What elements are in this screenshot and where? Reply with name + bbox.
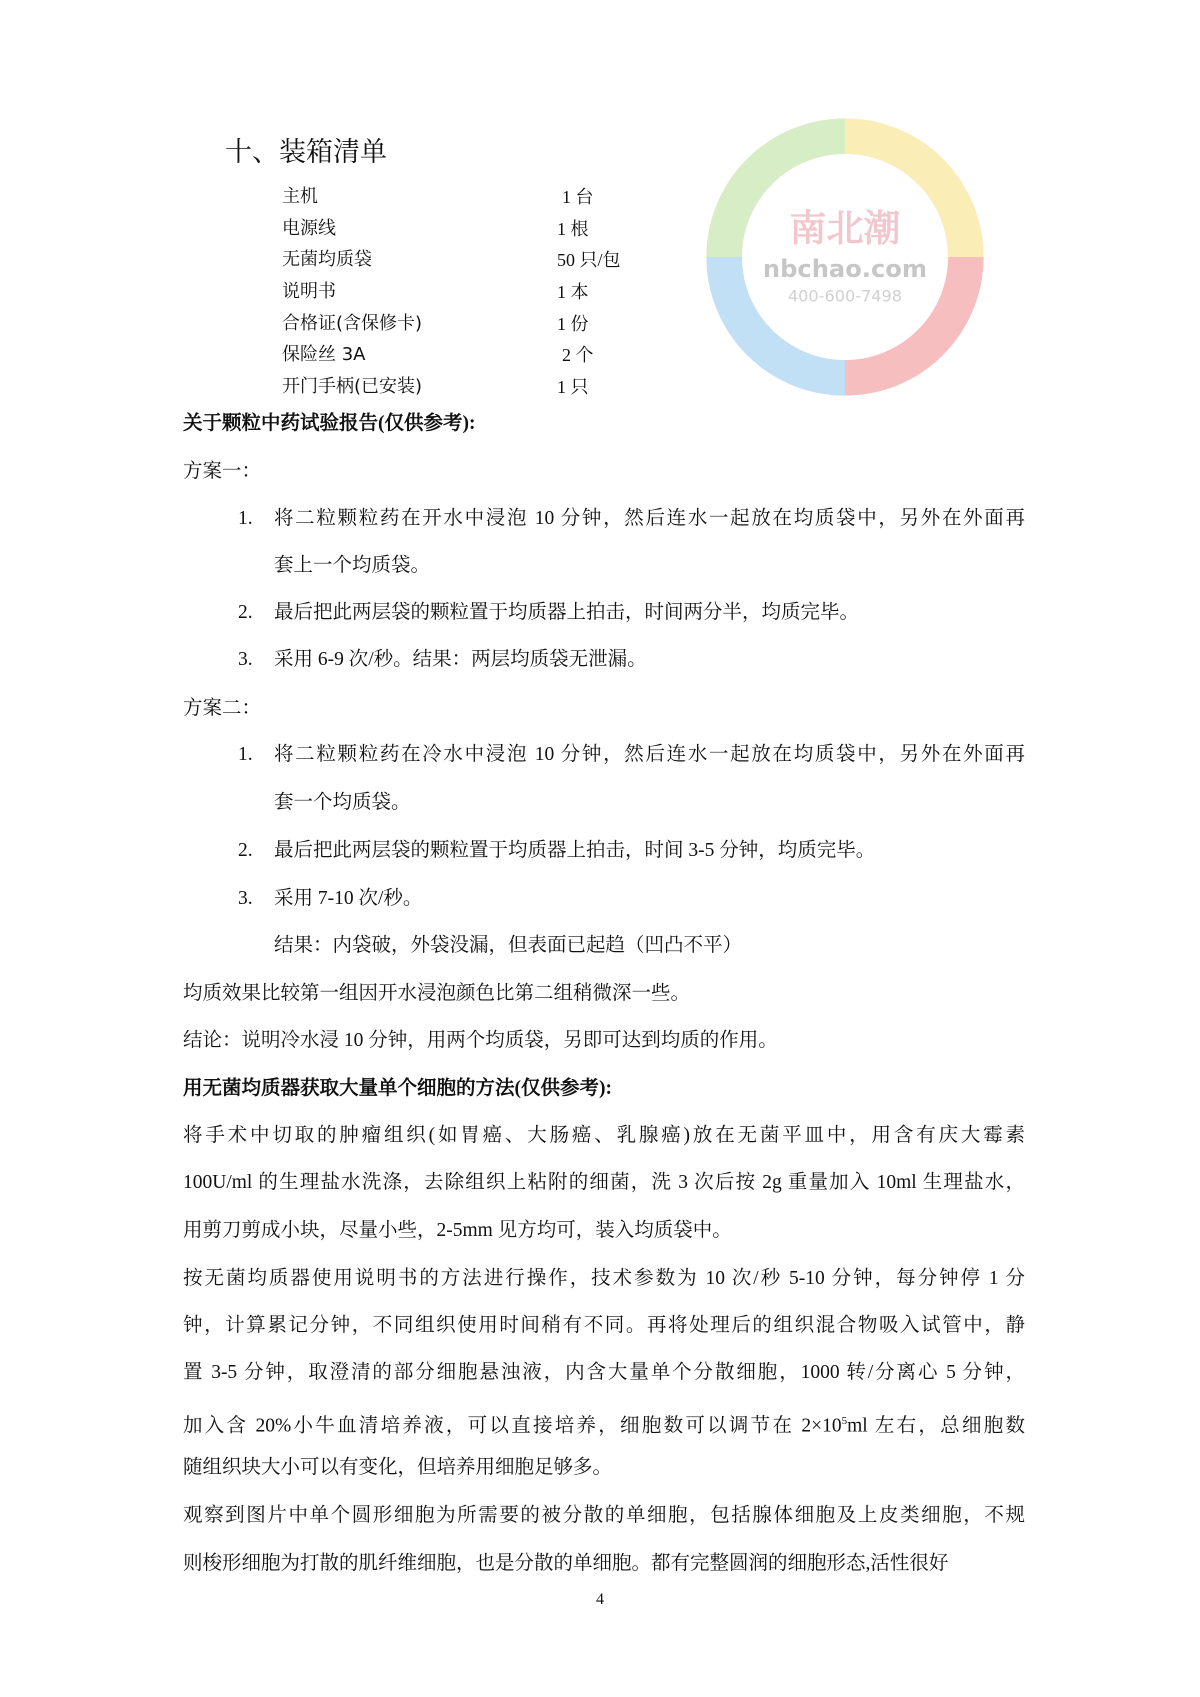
packing-item-qty: 1 只 bbox=[557, 377, 589, 397]
step-text: 将二粒颗粒药在开水中浸泡 10 分钟，然后连水一起放在均质袋中，另外在外面再 bbox=[274, 508, 1025, 529]
paragraph-line: 观察到图片中单个圆形细胞为所需要的被分散的单细胞，包括腺体细胞及上皮类细胞，不规 bbox=[183, 1505, 1025, 1526]
packing-item-name: 无菌均质袋 bbox=[282, 249, 372, 270]
plan2-result: 结果：内袋破，外袋没漏，但表面已起趋（凹凸不平） bbox=[274, 935, 743, 956]
paragraph-line: 将手术中切取的肿瘤组织(如胃癌、大肠癌、乳腺癌)放在无菌平皿中，用含有庆大霉素 bbox=[183, 1125, 1025, 1146]
packing-item-name: 主机 bbox=[282, 186, 318, 207]
packing-item-qty: 1 份 bbox=[557, 314, 589, 334]
step-number: 1. bbox=[238, 508, 253, 529]
superscript: 5 bbox=[841, 1415, 848, 1427]
step-text: 套一个均质袋。 bbox=[274, 792, 411, 813]
paragraph-line: 按无菌均质器使用说明书的方法进行操作，技术参数为 10 次/秒 5-10 分钟，每分钟停 1 分 bbox=[183, 1268, 1025, 1289]
text-part: ml 左右，总细胞数 bbox=[847, 1415, 1025, 1437]
packing-item-qty: 1 本 bbox=[557, 282, 589, 302]
paragraph-line: 置 3-5 分钟，取澄清的部分细胞悬浊液，内含大量单个分散细胞，1000 转/分离心 5 分钟， bbox=[183, 1362, 1025, 1383]
watermark-phone: 400-600-7498 bbox=[787, 286, 903, 306]
packing-item-qty: 2 个 bbox=[562, 345, 594, 365]
paragraph-line: 随组织块大小可以有变化，但培养用细胞足够多。 bbox=[183, 1457, 613, 1478]
step-number: 3. bbox=[238, 888, 253, 909]
paragraph-line bbox=[183, 1409, 1025, 1439]
step-number: 2. bbox=[238, 602, 253, 623]
paragraph-line: 用剪刀剪成小块，尽量小些，2-5mm 见方均可，装入均质袋中。 bbox=[183, 1220, 732, 1241]
step-number: 2. bbox=[238, 840, 253, 861]
section-heading: 十、装箱清单 bbox=[225, 137, 387, 168]
packing-item-name: 保险丝 3A bbox=[282, 344, 366, 365]
report-title: 关于颗粒中药试验报告(仅供参考): bbox=[183, 413, 476, 434]
step-number: 3. bbox=[238, 649, 253, 670]
step-text: 最后把此两层袋的颗粒置于均质器上拍击，时间两分半，均质完毕。 bbox=[274, 602, 860, 623]
packing-item-qty: 1 台 bbox=[562, 187, 594, 207]
plan2-title: 方案二： bbox=[183, 698, 262, 719]
watermark-logo bbox=[700, 112, 990, 402]
conclusion-text: 结论：说明冷水浸 10 分钟，用两个均质袋，另即可达到均质的作用。 bbox=[183, 1030, 778, 1051]
method-title: 用无菌均质器获取大量单个细胞的方法(仅供参考): bbox=[183, 1078, 612, 1099]
step-text: 最后把此两层袋的颗粒置于均质器上拍击，时间 3-5 分钟，均质完毕。 bbox=[274, 840, 876, 861]
step-number: 1. bbox=[238, 744, 253, 765]
packing-item-qty: 50 只/包 bbox=[557, 250, 621, 270]
page-number: 4 bbox=[596, 1591, 604, 1608]
step-text: 套上一个均质袋。 bbox=[274, 555, 431, 576]
packing-item-qty: 1 根 bbox=[557, 219, 589, 239]
step-text: 将二粒颗粒药在冷水中浸泡 10 分钟，然后连水一起放在均质袋中，另外在外面再 bbox=[274, 744, 1025, 765]
packing-item-name: 合格证(含保修卡) bbox=[282, 313, 423, 334]
paragraph-line: 100U/ml 的生理盐水洗涤，去除组织上粘附的细菌，洗 3 次后按 2g 重量加入 10ml 生理盐水， bbox=[183, 1172, 1025, 1193]
paragraph-line: 则梭形细胞为打散的肌纤维细胞，也是分散的单细胞。都有完整圆润的细胞形态,活性很好 bbox=[183, 1553, 949, 1574]
watermark-site: nbchao.com bbox=[762, 255, 928, 284]
watermark-brand: 南北潮 bbox=[789, 206, 901, 250]
paragraph-line: 钟，计算累记分钟，不同组织使用时间稍有不同。再将处理后的组织混合物吸入试管中，静 bbox=[183, 1315, 1025, 1336]
comparison-text: 均质效果比较第一组因开水浸泡颜色比第二组稍微深一些。 bbox=[183, 983, 691, 1004]
plan1-title: 方案一： bbox=[183, 461, 262, 482]
packing-item-name: 开门手柄(已安装) bbox=[282, 376, 423, 397]
packing-item-name: 电源线 bbox=[282, 218, 336, 239]
step-text: 采用 6-9 次/秒。结果：两层均质袋无泄漏。 bbox=[274, 649, 647, 670]
step-text: 采用 7-10 次/秒。 bbox=[274, 888, 423, 909]
text-part: 加入含 20%小牛血清培养液，可以直接培养，细胞数可以调节在 2×10 bbox=[183, 1415, 842, 1437]
packing-item-name: 说明书 bbox=[282, 281, 336, 302]
